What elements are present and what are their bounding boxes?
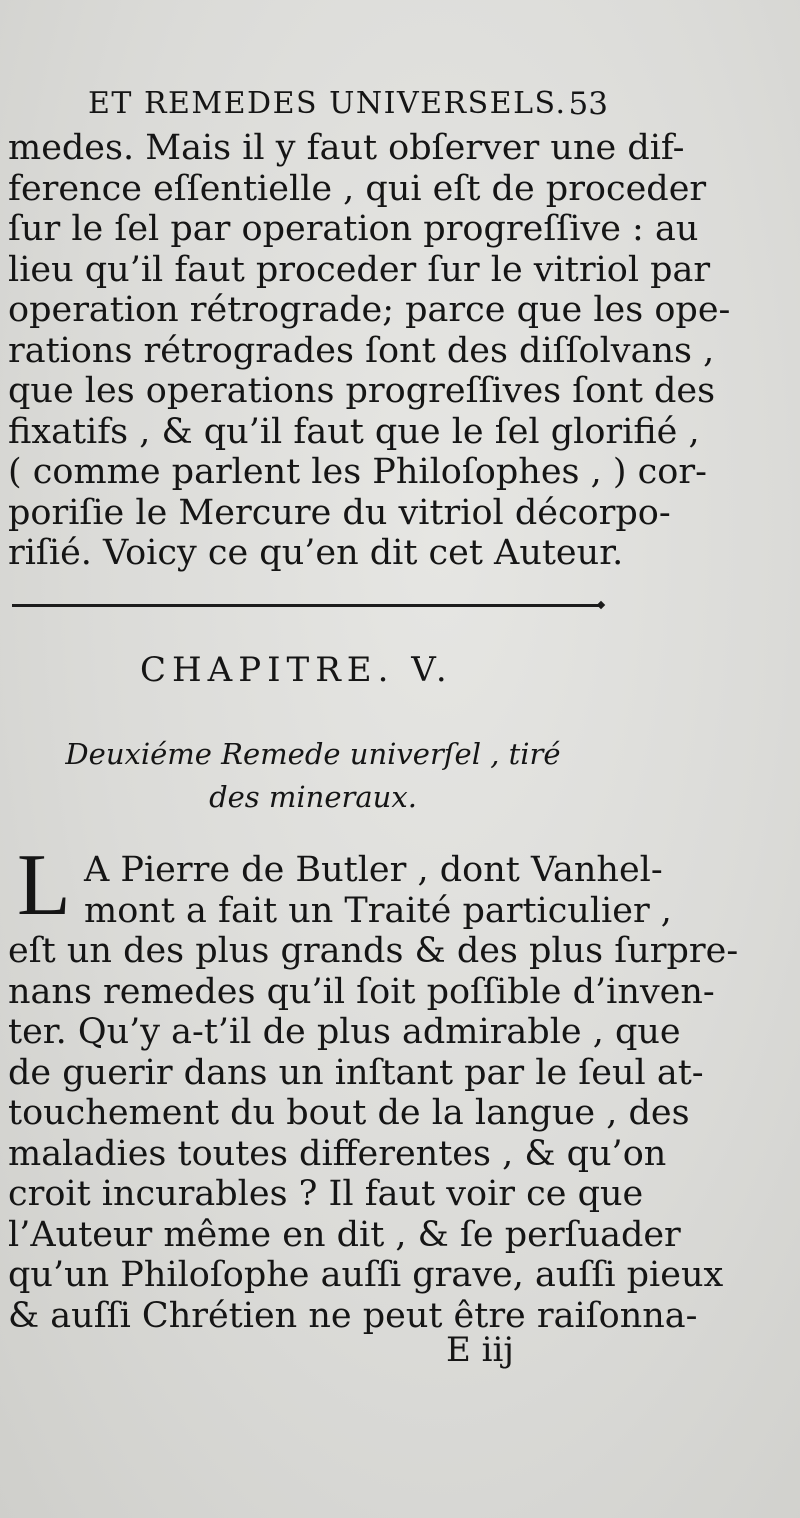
text-line: A Pierre de Butler , dont Vanhel- <box>84 850 663 890</box>
text-line: medes. Mais il y faut obſerver une dif- <box>8 128 685 168</box>
section-divider <box>12 604 600 607</box>
text-line: maladies toutes differentes , & qu’on <box>8 1133 667 1174</box>
text-line: eſt un des plus grands & des plus ſurpre- <box>8 931 739 971</box>
chapter-subtitle-line-2: des mineraux. <box>209 780 417 814</box>
text-line: ſur le ſel par operation progreſſive : au <box>8 209 699 249</box>
running-head: ET REMEDES UNIVERSELS. <box>88 86 567 121</box>
chapter-subtitle-line-1: Deuxiéme Remede univerſel , tiré <box>65 737 561 771</box>
text-line: lieu qu’il faut proceder ſur le vitriol par <box>8 249 711 290</box>
text-line: de guerir dans un inſtant par le ſeul at- <box>8 1052 704 1093</box>
text-line: qu’un Philoſophe auſſi grave, auſſi pieux <box>8 1255 724 1295</box>
signature-mark: E iij <box>446 1330 514 1370</box>
text-line: operation rétrograde; parce que les ope- <box>8 290 731 330</box>
text-line: poriſie le Mercure du vitriol décorpo- <box>8 492 671 533</box>
text-line: nans remedes qu’il ſoit poſſible d’inven- <box>8 971 715 1012</box>
text-line: l’Auteur même en dit , & ſe perſuader <box>8 1214 681 1255</box>
text-line: ter. Qu’y a-t’il de plus admirable , que <box>8 1012 681 1052</box>
chapter-heading: CHAPITRE. V. <box>140 650 453 690</box>
page-header <box>88 86 608 126</box>
main-paragraph-indented <box>84 850 672 931</box>
text-line: fixatifs , & qu’il faut que le ſel glorifié , <box>8 411 700 452</box>
text-line: & auſſi Chrétien ne peut être raiſonna- <box>8 1295 698 1336</box>
text-line: croit incurables ? Il faut voir ce que <box>8 1174 644 1214</box>
intro-paragraph <box>8 128 731 574</box>
drop-cap: L <box>17 837 71 934</box>
text-line: rations rétrogrades ſont des diſſolvans , <box>8 330 715 371</box>
text-line: ( comme parlent les Philoſophes , ) cor- <box>8 452 707 492</box>
text-line: ference eſſentielle , qui eſt de proceder <box>8 168 707 209</box>
main-paragraph <box>8 931 739 1336</box>
text-line: riſié. Voicy ce qu’en dit cet Auteur. <box>8 533 624 573</box>
page-number: 53 <box>568 86 608 122</box>
text-line: que les operations progreſſives ſont des <box>8 371 716 411</box>
text-line: mont a fait un Traité particulier , <box>84 890 672 931</box>
text-line: touchement du bout de la langue , des <box>8 1093 690 1133</box>
